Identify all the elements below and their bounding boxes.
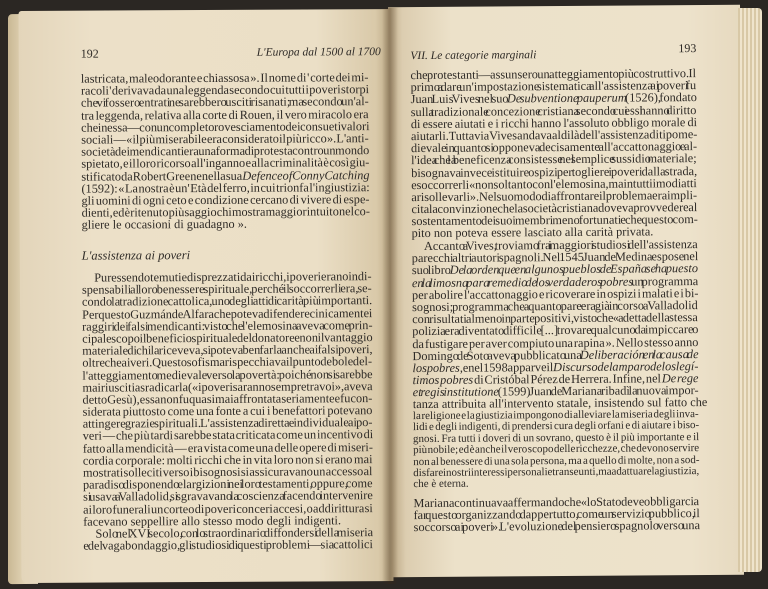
text-line: l'atteggiamento medievale verso la povertà: poiché non si sarebbe <box>82 366 373 383</box>
text-line: e del vagabondaggio, gli studiosi di questi problemi — sia cattolici <box>83 537 373 553</box>
text-line: disfare i nostri interessi personali e transeunti, ma ad attuare la giustizia, <box>413 465 700 480</box>
running-head: VII. Le categorie marginali <box>410 49 537 63</box>
text-line: che protestanti — assunsero un atteggiamento più costruttivo. Il <box>410 66 697 83</box>
text-line: detto Gesù), essa non fu quasi mai affrontata seriamente e fu con- <box>82 391 373 407</box>
text-line: mostrati solleciti verso i bisognosi si assicuravano un accesso al <box>82 464 373 480</box>
text-run: di Cristóbal Pérez de Herrera. Infine, nel <box>473 371 662 387</box>
text-line: che vi fossero entrati ne sarebbero usciti risanati; ma secondo un'al- <box>80 94 369 111</box>
running-head: L'Europa dal 1500 al 1700 <box>256 46 381 59</box>
italic-title: los pobres <box>412 360 460 375</box>
text-run: Domingo de Soto aveva pubblicato una <box>412 347 580 363</box>
text-line: Per questo Guzmán de Alfarache poteva difendere cinicamente i <box>82 305 373 322</box>
italic-title: et regis institutione <box>412 384 499 400</box>
text-line: società dei mendicanti era una forma di protesta contro un mondo <box>81 143 370 159</box>
text-line: aiutarli. Tuttavia Vives andava al di là dell'assistenza di tipo me- <box>410 127 698 144</box>
text-line: tanza attribuita all'intervento statale, insistendo sul fatto che <box>412 395 708 412</box>
text-line: cita la convinzione che la società cristiana doveva provvedere al <box>411 200 698 217</box>
text-line: lastricata, maleodorante e chiassosa ». Il nome di ' corte dei mi- <box>80 70 369 86</box>
paragraph <box>413 495 699 534</box>
text-line: racoli ' derivava da una leggenda secondo cui tutti i poveri storpi <box>80 82 370 98</box>
text-line: siderata piuttosto come una fonte a cui i benefattori potevano <box>82 403 373 419</box>
text-line: che è eterna. <box>413 478 469 491</box>
text-line: primo a dare un'impostazione sistematica all'assistenza ai poveri fu <box>410 78 697 95</box>
text-line: gli uomini di ogni ceto e condizione cercano di vivere di espe- <box>81 192 370 208</box>
italic-title: De rege <box>661 371 699 386</box>
text-line: sociali — « il più miserabile era considerato il più ricco ». L'anti- <box>81 131 369 147</box>
text-line: parecchi altri autori spagnoli. Nel 1545 Juan de Medina espose nel <box>411 249 699 266</box>
text-line: l'idea che la beneficenza consistesse nel semplice sussidio materiale; <box>411 151 697 168</box>
text-line: fatto alla mendicità — era vista come una delle opere di miseri- <box>82 439 373 456</box>
section-heading: L'assistenza ai poveri <box>81 248 191 263</box>
text-line: gnosi. Fra tutti i doveri di un sovrano, questo è il più importante e il <box>412 430 700 445</box>
left-page <box>19 9 394 583</box>
text-line: sostentamento dei suoi membri meno fortunati e che questo com- <box>411 212 698 229</box>
text-line: Accanto a Vives, troviamo fra i maggiori studiosi dell'assistenza <box>411 237 698 254</box>
italic-title: Defence of Conny Catching <box>242 167 370 183</box>
text-line: raggiri dei falsi mendicanti: visto che l'elemosina aveva come prin- <box>82 317 373 334</box>
text-line: che in essa — con un completo rovesciamento dei consueti valori <box>81 118 370 135</box>
text-line: tra leggenda, relativa alla corte di Rouen, il vero miracolo era <box>81 106 369 123</box>
block-quote <box>413 409 700 491</box>
text-line: oltre che ai veri. Questo sofisma rispecchiava il punto debole del- <box>82 354 373 370</box>
page-number: 192 <box>80 46 99 61</box>
text-line: spensabili al loro benessere spirituale, perché il soccorrerli era, se- <box>81 281 372 297</box>
text-line: dievale in quanto si opponeva decisamente all'accattonaggio e al- <box>410 139 698 156</box>
right-page <box>388 5 744 577</box>
text-line: e soccorrerli « non soltanto con l'elemosina, ma in tutti i modi atti <box>411 175 697 192</box>
paragraph <box>411 237 708 412</box>
text-line: di essere aiutati e i ricchi hanno l'assoluto obbligo morale di <box>410 114 698 131</box>
text-line: soccorso ai poveri ». L'evoluzione del pensiero spagnolo verso una <box>413 518 701 535</box>
text-line: condo la tradizione cattolica, uno degli atti di carità più importanti. <box>81 293 373 310</box>
text-run: (1599) Juan de Mariana ribadì la nuova impor- <box>498 383 699 399</box>
text-line: veri — che più tardi sarebbe stata criticata come un incentivo di <box>82 427 374 444</box>
paragraph <box>410 67 697 240</box>
page-number: 193 <box>678 41 697 56</box>
text-line: materiale di chi la riceveva, si poteva ben farla anche ai falsi poveri, <box>82 342 373 358</box>
text-line: a risollevarli ». Nel suo modo di affrontare il problema era impli- <box>411 187 698 204</box>
text-line: polizia era diventato difficile [...] trovare qualcuno da impiccare o <box>412 322 699 339</box>
text-line: sulla tradizionale concezione cristiana secondo cui essi hanno diritto <box>410 102 697 119</box>
text-line: Pur essendo temuti e disprezzati dai ricchi, i poveri erano indi- <box>81 269 372 285</box>
text-run: Juan Luis Vives nel suo <box>410 91 507 107</box>
text-line: paradiso disponendo elargizioni nei loro testamenti, oppure, come <box>82 476 373 492</box>
text-line: non al benessere di una sola persona, ma a quello di molte, non a sod- <box>413 453 700 468</box>
text-run: , e nel 1598 apparve il <box>459 359 554 375</box>
text-line: per abolire l'accattonaggio e ricoverare in ospizi i malati e i bi- <box>411 285 699 302</box>
text-line: da fustigare per aver compiuto una rapina ». Nello stesso anno <box>412 334 699 351</box>
italic-title: Discurso del amparo de los legí- <box>553 358 699 374</box>
text-line: mai riusciti a sradicarla (« i poveri saranno sempre tra voi », aveva <box>82 378 373 395</box>
text-run: stificato da Robert Greene nella sua <box>81 168 243 184</box>
text-line: cordia corporale: molti ricchi che in vita loro non si erano mai <box>82 451 373 468</box>
right-page-edges <box>738 8 762 572</box>
text-line: pito non poteva essere lasciato alla carità privata. <box>411 224 654 241</box>
text-line: gliere le occasioni di guadagno ». <box>81 217 247 232</box>
text-line: attingere grazie spirituali. L'assistenza diretta e individuale ai po- <box>82 415 373 431</box>
italic-title: en la limosna para remedio de los verdaderos pobres <box>411 274 634 290</box>
text-line: facevano seppellire allo stesso modo degli indigenti. <box>83 513 342 529</box>
italic-title: Deliberación en la causa de <box>579 346 699 362</box>
text-line: far questo organizzando dappertutto, come un servizio pubblico, il <box>413 506 700 523</box>
text-line: bisognava invece istituire ospizi per togliere i poveri dalla strada, <box>411 163 698 180</box>
text-line: spietato, e il loro ricorso all'inganno e alla criminalità è così giu- <box>81 155 370 171</box>
text-line: Solo nel XVI secolo, con lo straordinario diffondersi della miseria <box>83 525 374 541</box>
italic-title: timos pobres <box>412 372 474 388</box>
paragraph <box>81 71 370 231</box>
italic-title: De la orden que en algunos pueblos de España se ha puesto <box>449 261 699 278</box>
book-gutter <box>382 8 398 584</box>
italic-title: De subventione pauperum <box>506 90 627 106</box>
text-line: si usava a Valladolid, si sgravavano la coscienza facendo intervenire <box>83 488 373 505</box>
text-line: dienti, ed è ritenuto più saggio chi mostra maggior intuito nel co- <box>81 204 370 220</box>
text-line: ai loro funerali un corteo di poveri con ceri accesi, o addirittura si <box>83 500 373 517</box>
text-line: con risultati almeno in parte positivi, visto che « a detta della stessa <box>412 310 698 327</box>
text-line: cipale scopo il beneficio spirituale del donatore e non il vantaggio <box>82 330 373 346</box>
text-line: più nobile; ed è anche il vero scopo delle ricchezze, che devono servire <box>413 442 700 457</box>
paragraph <box>82 270 373 552</box>
text-run: suo libro <box>411 263 450 278</box>
text-line: (1592): « La nostra è un' Età del ferro, in cui trionfa l'ingiustizia: <box>81 179 370 196</box>
text-line: Mariana continuava affermando che « lo Stato deve obbligarci a <box>413 494 700 511</box>
text-line: la religione e la giustizia impongono di alleviare la miseria degli inva- <box>412 408 699 423</box>
text-run: (1526), fondato <box>626 90 697 105</box>
text-line: lidi e degli indigenti, di prendersi cura degli orfani e di aiutare i biso- <box>412 419 700 434</box>
text-line: sognosi; programma che a quanto pare era già in corso a Valladolid <box>412 298 698 315</box>
text-run: un programma <box>633 273 699 289</box>
